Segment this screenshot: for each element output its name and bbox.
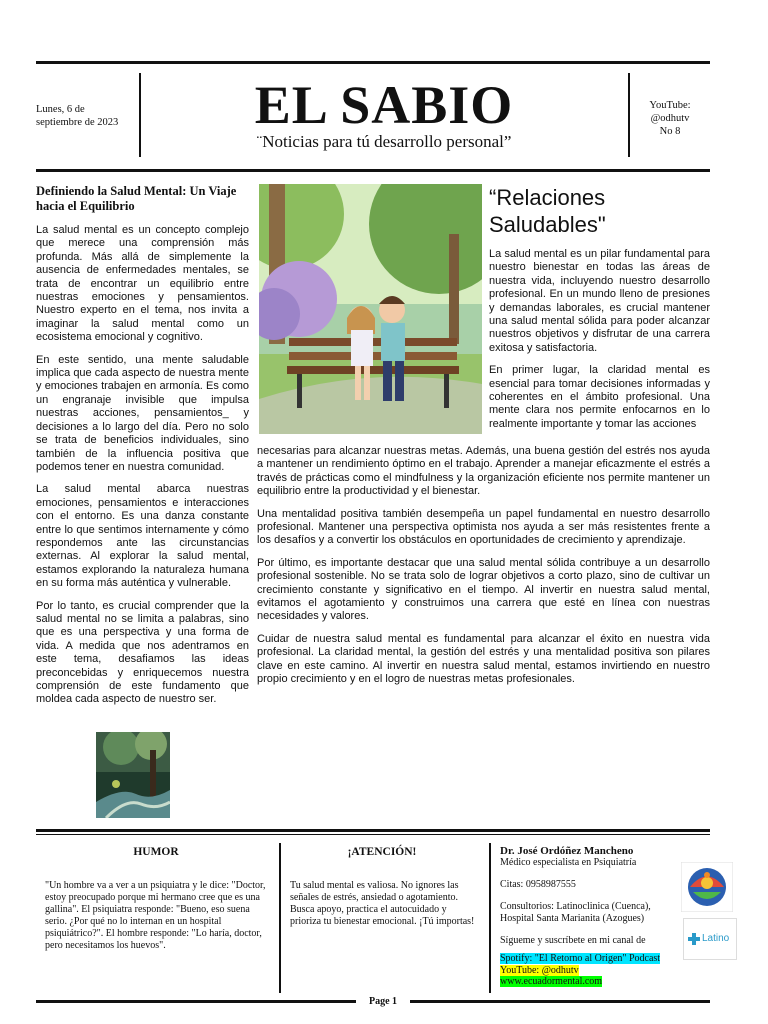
main-article-right-column	[489, 248, 710, 431]
main-paragraph-2-cont: necesarias para alcanzar nuestras metas. Además, una buena gestión del estrés nos ayuda a mantener un rendimiento óptimo en el trabajo. Aprender a manejar eficazmente el estrés a través de prácticas como el mindfulness y la organización eficiente nos permite mantener un equilibrio entre la productividad y el bienestar.	[257, 445, 710, 498]
main-paragraph-2-start: En primer lugar, la claridad mental es esencial para tomar decisiones informadas y coherentes en el ámbito profesional. Una mente clara nos permite enfocarnos en lo realmente importante y tomar las acciones	[489, 364, 710, 430]
main-paragraph-5: Cuidar de nuestra salud mental es fundamental para alcanzar el éxito en nuestra vida profesional. La claridad mental, la gestión del estrés y una mentalidad positiva son pilares clave en este camino. Al invertir en nuestra salud mental, estamos invirtiendo en nuestro propio crecimiento y en el logro de nuestras metas profesionales.	[257, 632, 710, 686]
masthead-bottom-rule	[36, 169, 710, 172]
main-article-title-line2: Saludables"	[489, 212, 606, 237]
left-paragraph-2: En este sentido, una mente saludable implica que cada aspecto de nuestra mente y emociones trabajen en armonía. Es como un engranaje invisible que impulsa nuestras acciones, pensamientos_ y decisiones a lo largo del día. Pero no solo se trata de beneficios individuales, sino también de la influencia positiva que podemos tener en nuestra comunidad.	[36, 353, 249, 473]
page-number: Page 1	[368, 996, 398, 1007]
newspaper-title: EL SABIO	[254, 75, 514, 135]
couple-bench-illustration	[259, 184, 482, 434]
doctor-name: Dr. José Ordóñez Mancheno	[500, 845, 634, 857]
brain-logo	[681, 862, 733, 912]
masthead-left-divider	[139, 73, 141, 157]
issue-number: No 8	[659, 126, 681, 137]
youtube-label: YouTube:	[649, 100, 691, 111]
masthead-right-divider	[628, 73, 630, 157]
latino-clinic-logo	[683, 918, 737, 960]
humor-title: HUMOR	[133, 846, 179, 858]
left-article	[36, 184, 249, 716]
attention-title: ¡ATENCIÓN!	[347, 846, 417, 858]
main-article-title	[489, 184, 710, 238]
left-paragraph-1: La salud mental es un concepto complejo que merece una comprensión más profunda. Más allá de simplemente la ausencia de enfermedades mentales, se trata de encontrar un equilibrio entre nuestras emociones y pensamientos. Nuestro experto en el tema, nos invita a imaginar la salud mental como un ecosistema emocional y cognitivo.	[36, 224, 249, 344]
left-paragraph-4: Por lo tanto, es crucial comprender que la salud mental no se limita a palabras, sino que es una perspectiva y una forma de vida. A medida que nos adentramos en este tema, desafiamos las ideas preconcebidas y enriquecemos nuestra comprensión de este fundamento que moldea cada aspecto de nuestro ser.	[36, 599, 249, 706]
main-paragraph-4: Por último, es importante destacar que una salud mental sólida contribuye a un desarrollo profesional sostenible. No se trata solo de lograr objetivos a corto plazo, sino de cultivar un crecimiento constante y significativo en el tiempo. Al invertir en nuestra salud mental, evitamos el agotamiento y construimos una carrera que esté en línea con nuestras necesidades y valores.	[257, 556, 710, 623]
office-locations: Consultorios: Latinoclinica (Cuenca), Hospital Santa Marianita (Azogues)	[500, 901, 651, 924]
footer-divider-1	[279, 843, 281, 993]
main-paragraph-1: La salud mental es un pilar fundamental para nuestro bienestar en todas las áreas de nuestra vida, incluyendo nuestro desarrollo profesional. En un mundo lleno de presiones y demandas laborales, es crucial mantener una salud mental sólida para poder alcanzar nuestros objetivos y disfrutar de una carrera exitosa y satisfactoria.	[489, 248, 710, 354]
left-paragraph-3: La salud mental abarca nuestras emociones, pensamientos e interacciones con el entorno. Es una danza constante entre lo que sentimos internamente y cómo respondemos ante las circunstancias externas. Al explorar la salud mental, estamos explorando la naturaleza humana en su forma más auténtica y vulnerable.	[36, 483, 249, 590]
footer-top-rule	[36, 829, 710, 832]
medical-cross-icon	[687, 932, 701, 946]
follow-text: Sígueme y suscríbete en mi canal de	[500, 935, 646, 946]
contact-block	[500, 845, 685, 988]
left-article-body	[36, 224, 249, 707]
youtube-info	[632, 99, 708, 138]
social-links	[500, 953, 685, 988]
main-paragraph-3: Una mentalidad positiva también desempeña un papel fundamental en nuestro desarrollo profesional. Mantener una perspectiva optimista nos ayuda a ser más resistentes frente a los desafíos y a convertir los obstáculos en oportunidades de crecimiento y aprendizaje.	[257, 507, 710, 547]
newspaper-tagline: ¨Noticias para tú desarrollo personal”	[256, 132, 512, 151]
phone-number[interactable]: Citas: 0958987555	[500, 879, 576, 890]
forest-stream-image	[96, 732, 170, 818]
footer-bottom-rule-right	[410, 1000, 710, 1003]
doctor-specialty: Médico especialista en Psiquiatría	[500, 857, 637, 868]
footer-top-rule-thin	[36, 834, 710, 835]
latino-logo-text: Latino	[702, 933, 730, 944]
top-rule	[36, 61, 710, 64]
spotify-link[interactable]: Spotify: "El Retorno al Origen" Podcast	[500, 953, 661, 964]
youtube-link[interactable]: YouTube: @odhutv	[500, 964, 579, 976]
main-article-title-line1: “Relaciones	[489, 185, 606, 210]
issue-date: Lunes, 6 de septiembre de 2023	[36, 104, 119, 128]
left-article-title: Definiendo la Salud Mental: Un Viaje hacia el Equilibrio	[36, 184, 237, 213]
main-article-wide	[257, 445, 710, 696]
website-link[interactable]: www.ecuadormental.com	[500, 976, 603, 987]
youtube-handle[interactable]: @odhutv	[650, 113, 690, 124]
footer-bottom-rule-left	[36, 1000, 356, 1003]
humor-text: "Un hombre va a ver a un psiquiatra y le dice: "Doctor, estoy preocupado porque mi hermano cree que es una gallina". El psiquiatra responde: "Bueno, eso suena serio. ¿Por qué no lo internan en un hospital psiquiátrico?". El hombre responde: "Lo haría, doctor, pero necesitamos los huevos".	[45, 880, 266, 951]
attention-text: Tu salud mental es valiosa. No ignores las señales de estrés, ansiedad o agotamiento. Busca apoyo, practica el autocuidado y prioriza tu bienestar emocional. ¡Tú importas!	[290, 880, 475, 927]
footer-divider-2	[489, 843, 491, 993]
